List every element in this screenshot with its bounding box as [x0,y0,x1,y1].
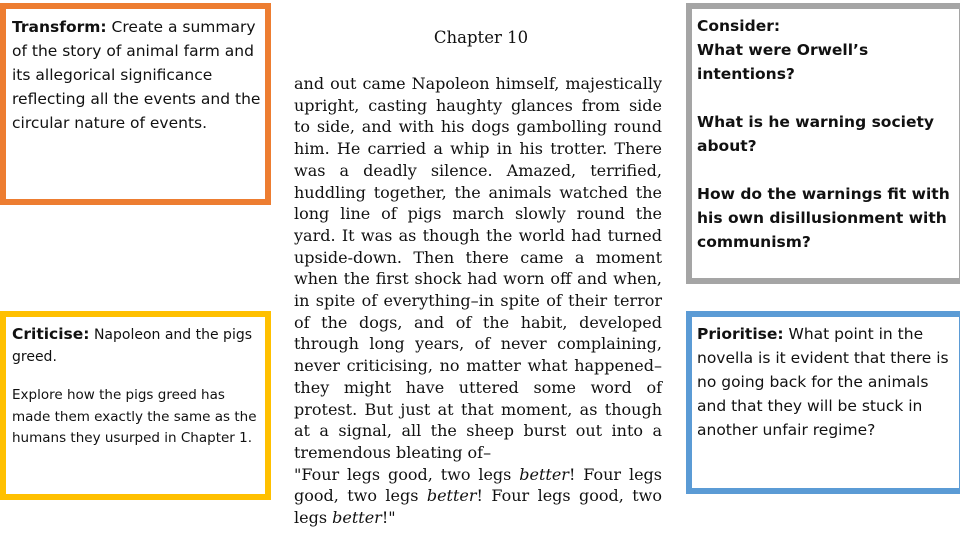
prioritise-text: What point in the novella is it evident that there is no going back for the animals and that they will be stuck in another unfair regime? [697,325,949,439]
passage-better-3: better [332,508,382,528]
passage-quote-4: !" [381,508,396,528]
criticise-text-part2: greed. [12,349,57,365]
passage-better-2: better [426,486,477,506]
passage-text [294,73,662,529]
criticise-text-part1: Napoleon and the pigs [89,327,253,343]
consider-question-3: How do the warnings fit with his own disillusionment with communism? [697,185,950,251]
criticise-label: Criticise: [12,325,90,343]
chapter-title: Chapter 10 [433,28,529,47]
consider-box [686,3,960,284]
passage-quote-3: ! Four legs good, two legs [294,486,663,528]
transform-text: Create a summary of the story of animal farm and its allegorical significance reflecting all the events and the circular nature of events. [12,18,261,132]
consider-first [697,14,955,86]
consider-question-2: What is he warning society about? [697,113,934,155]
criticise-box [0,311,271,500]
passage-better-1: better [519,464,569,484]
passage-quote-2: ! Four legs good, two legs [294,464,662,506]
criticise-body: Explore how the pigs greed has made them exactly the same as the humans they usurped in Chapter 1. [12,387,257,446]
criticise-heading [12,323,261,368]
passage-quote-1: "Four legs good, two legs [294,464,520,484]
prioritise-box [686,311,960,494]
consider-question-1: What were Orwell’s intentions? [697,41,869,83]
consider-label: Consider: [697,17,781,35]
transform-label: Transform: [12,18,107,36]
transform-box [0,3,271,205]
passage-main: and out came Napoleon himself, majestically upright, casting haughty glances from side to side, and with his dogs gambolling round him. He carried a whip in his trotter. There was a deadly silence. Amazed, terrified, huddling together, the animals watched the long line of pigs march slowly round the yard. It was as though the world had turned upside-down. Then there came a moment when the first shock had worn off and when, in spite of everything–in spite of their terror of the dogs, and of the habit, developed through long years, of never complaining, never criticising, no matter what happened–they might have uttered some word of protest. But just at that moment, as though at a signal, all the sheep burst out into a tremendous bleating of– [294,74,662,462]
prioritise-label: Prioritise: [697,325,784,343]
